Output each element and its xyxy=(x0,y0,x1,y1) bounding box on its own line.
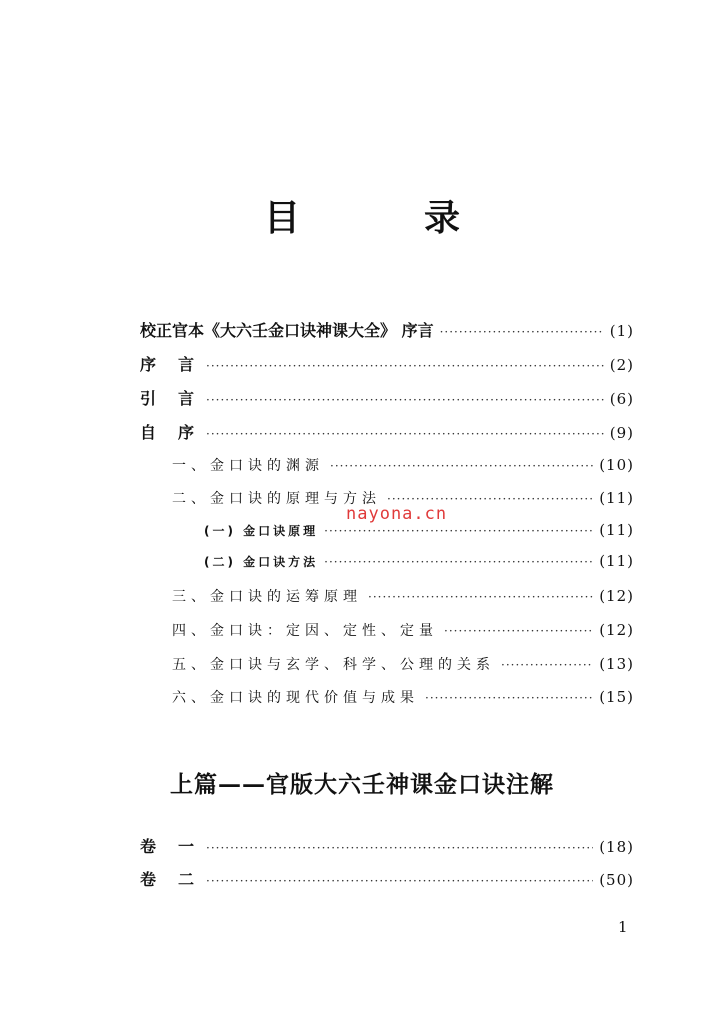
toc-entry-label: 二、金口诀的原理与方法 xyxy=(172,491,381,507)
dot-leader xyxy=(206,393,604,407)
toc-entry-page: (15) xyxy=(599,688,634,706)
page-number: 1 xyxy=(618,918,628,936)
toc-entry-label: 引言 xyxy=(140,389,217,408)
toc-entry-metaphysics-science[interactable] xyxy=(172,654,634,680)
toc-entry-page: (18) xyxy=(599,838,634,856)
toc-entry-page: (1) xyxy=(609,322,634,340)
toc-entry-page: (12) xyxy=(599,587,634,605)
toc-entry-page: (11) xyxy=(599,489,634,507)
toc-entry-origin[interactable] xyxy=(172,455,634,481)
toc-entry-preface[interactable] xyxy=(140,352,634,378)
toc-entry-label: (一) 金口诀原理 xyxy=(204,524,319,538)
dot-leader xyxy=(501,658,593,672)
toc-entry-label: 四、金口诀：定因、定性、定量 xyxy=(172,623,438,639)
dot-leader xyxy=(324,555,593,569)
dot-leader xyxy=(425,691,593,705)
toc-entry-page: (9) xyxy=(609,424,634,442)
dot-leader xyxy=(206,874,593,888)
toc-entry-introduction[interactable] xyxy=(140,386,634,412)
toc-entry-label: 卷一 xyxy=(140,837,217,856)
toc-entry-label: 三、金口诀的运筹原理 xyxy=(172,589,362,605)
toc-entry-label: 校正官本《大六壬金口诀神课大全》 序言 xyxy=(140,321,434,340)
toc-entry-page: (6) xyxy=(609,390,634,408)
toc-entry-page: (10) xyxy=(599,456,634,474)
toc-entry-preface-official[interactable] xyxy=(140,318,634,344)
toc-entry-label: 卷二 xyxy=(140,870,217,889)
toc-entry-label: 五、金口诀与玄学、科学、公理的关系 xyxy=(172,657,495,673)
toc-entry-label: 序言 xyxy=(140,355,217,374)
toc-entry-operational-principle[interactable] xyxy=(172,586,634,612)
toc-entry-self-preface[interactable] xyxy=(140,420,634,446)
dot-leader xyxy=(206,841,593,855)
toc-entry-label: (二) 金口诀方法 xyxy=(204,555,319,569)
toc-entry-volume-2[interactable] xyxy=(140,867,634,893)
dot-leader xyxy=(440,325,604,339)
dot-leader xyxy=(368,590,593,604)
dot-leader xyxy=(330,459,593,473)
toc-entry-page: (11) xyxy=(599,521,634,539)
section-heading: 上篇——官版大六壬神课金口诀注解 xyxy=(170,771,554,798)
toc-entry-volume-1[interactable] xyxy=(140,834,634,860)
toc-entry-label: 一、金口诀的渊源 xyxy=(172,458,324,474)
toc-entry-principle[interactable] xyxy=(204,521,634,547)
toc-entry-page: (13) xyxy=(599,655,634,673)
watermark: nayona.cn xyxy=(346,504,448,524)
toc-entry-page: (12) xyxy=(599,621,634,639)
toc-entry-modern-value[interactable] xyxy=(172,687,634,713)
dot-leader xyxy=(324,524,593,538)
page-title: 目 录 xyxy=(263,197,504,239)
toc-entry-label: 自序 xyxy=(140,423,217,442)
dot-leader xyxy=(206,359,604,373)
dot-leader xyxy=(444,624,593,638)
toc-entry-label: 六、金口诀的现代价值与成果 xyxy=(172,690,419,706)
toc-entry-page: (2) xyxy=(609,356,634,374)
toc-entry-page: (11) xyxy=(599,552,634,570)
toc-entry-page: (50) xyxy=(599,871,634,889)
toc-entry-cause-nature-quantity[interactable] xyxy=(172,620,634,646)
toc-entry-method[interactable] xyxy=(204,552,634,578)
dot-leader xyxy=(206,427,604,441)
